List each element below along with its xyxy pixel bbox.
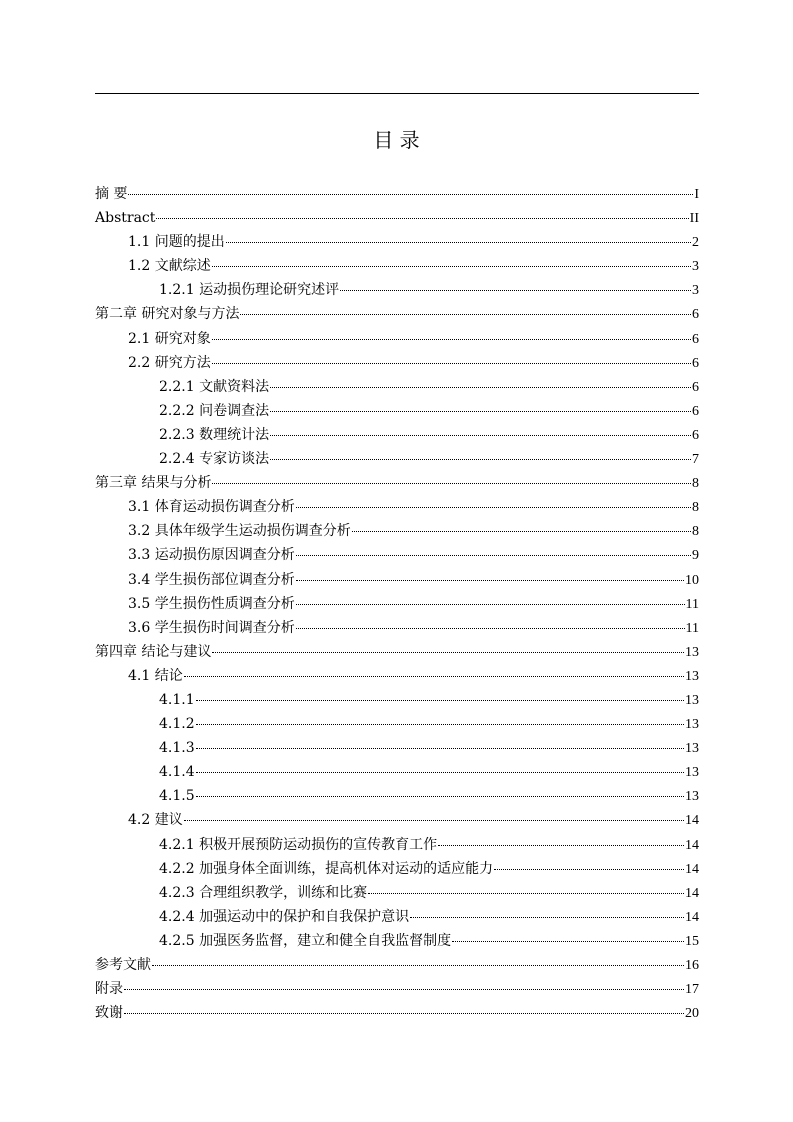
toc-entry-title: Abstract — [95, 210, 156, 227]
toc-entry[interactable] — [95, 688, 699, 712]
toc-entry[interactable] — [95, 447, 699, 471]
toc-entry[interactable] — [95, 543, 699, 567]
toc-entry[interactable] — [95, 1001, 699, 1025]
toc-entry-page: 8 — [692, 500, 699, 516]
toc-entry[interactable] — [95, 182, 699, 206]
toc-entry-title: 2.2.1 文献资料法 — [159, 378, 270, 395]
dot-leader — [184, 676, 684, 677]
toc-entry-title: 4.1.2 — [159, 716, 195, 733]
dot-leader — [124, 989, 684, 990]
dot-leader — [196, 772, 684, 773]
toc-entry-title: 1.1 问题的提出 — [128, 234, 225, 251]
dot-leader — [452, 941, 684, 942]
toc-entry-title: 参考文献 — [95, 957, 151, 973]
toc-entry-page: 6 — [692, 355, 699, 371]
toc-entry[interactable] — [95, 254, 699, 278]
toc-entry[interactable] — [95, 206, 699, 230]
toc-entry[interactable] — [95, 471, 699, 495]
toc-entry[interactable] — [95, 712, 699, 736]
dot-leader — [352, 531, 691, 532]
toc-entry-title: 4.1 结论 — [128, 667, 183, 684]
toc-entry-title: 1.2.1 运动损伤理论研究述评 — [159, 282, 340, 299]
dot-leader — [212, 363, 691, 364]
toc-title: 目 录 — [373, 128, 420, 152]
dot-leader — [128, 194, 693, 195]
toc-entry[interactable] — [95, 977, 699, 1001]
toc-entry[interactable] — [95, 929, 699, 953]
toc-entry-page: 14 — [685, 813, 699, 829]
toc-entry-page: 13 — [685, 644, 699, 660]
toc-entry-title: 致谢 — [95, 1005, 123, 1022]
toc-entry-page: 6 — [692, 331, 699, 347]
toc-entry-title: 第二章 研究对象与方法 — [95, 306, 240, 323]
toc-entry-page: 16 — [685, 958, 699, 973]
toc-entry-page: 13 — [685, 741, 699, 757]
dot-leader — [240, 314, 691, 315]
toc-entry-page: 13 — [685, 668, 699, 684]
dot-leader — [494, 869, 684, 870]
toc-entry-title: 3.1 体育运动损伤调查分析 — [128, 499, 295, 516]
dot-leader — [212, 266, 691, 267]
toc-entry-page: 8 — [692, 524, 699, 540]
toc-entry-page: 20 — [685, 1006, 699, 1022]
toc-entry[interactable] — [95, 327, 699, 351]
toc-entry-page: 3 — [692, 283, 699, 299]
toc-entry[interactable] — [95, 302, 699, 326]
dot-leader — [296, 604, 685, 605]
toc-entry-page: 13 — [685, 692, 699, 708]
toc-entry-page: 14 — [685, 861, 699, 877]
dot-leader — [212, 483, 691, 484]
dot-leader — [410, 917, 684, 918]
toc-entry-title: 4.1.5 — [159, 788, 195, 805]
toc-entry-page: 6 — [692, 427, 699, 443]
toc-entry-page: 11 — [685, 596, 699, 612]
toc-entry-title: 摘 要 — [95, 186, 128, 202]
header-rule — [95, 93, 699, 94]
dot-leader — [152, 965, 684, 966]
toc-entry[interactable] — [95, 495, 699, 519]
dot-leader — [196, 700, 684, 701]
toc-entry-page: 14 — [685, 885, 699, 901]
toc-entry-page: 2 — [692, 235, 699, 251]
dot-leader — [226, 242, 691, 243]
toc-entry[interactable] — [95, 833, 699, 857]
toc-entry-title: 4.2.4 加强运动中的保护和自我保护意识 — [159, 908, 410, 925]
dot-leader — [196, 748, 684, 749]
toc-entry[interactable] — [95, 640, 699, 664]
toc-entry[interactable] — [95, 230, 699, 254]
toc-entry[interactable] — [95, 760, 699, 784]
toc-entry-page: 10 — [685, 572, 699, 588]
dot-leader — [184, 820, 684, 821]
toc-entry[interactable] — [95, 423, 699, 447]
toc-entry-page: 11 — [685, 620, 699, 636]
toc-entry[interactable] — [95, 568, 699, 592]
toc-entry[interactable] — [95, 399, 699, 423]
dot-leader — [270, 387, 691, 388]
toc-entry[interactable] — [95, 736, 699, 760]
toc-entry-title: 3.4 学生损伤部位调查分析 — [128, 571, 295, 588]
toc-entry[interactable] — [95, 351, 699, 375]
dot-leader — [438, 845, 684, 846]
dot-leader — [156, 218, 688, 219]
toc-entry[interactable] — [95, 664, 699, 688]
toc-entry-page: 13 — [685, 717, 699, 733]
toc-entry-page: 13 — [685, 765, 699, 781]
dot-leader — [340, 290, 691, 291]
toc-entry-page: 15 — [685, 933, 699, 949]
dot-leader — [296, 507, 691, 508]
toc-entry[interactable] — [95, 953, 699, 977]
toc-entry-title: 2.2.4 专家访谈法 — [159, 451, 270, 468]
toc-entry-title: 附录 — [95, 981, 123, 998]
dot-leader — [368, 893, 684, 894]
dot-leader — [196, 796, 684, 797]
toc-entry-title: 3.3 运动损伤原因调查分析 — [128, 547, 295, 564]
dot-leader — [296, 555, 691, 556]
toc-entry-page: 6 — [692, 379, 699, 395]
toc-entry[interactable] — [95, 375, 699, 399]
dot-leader — [296, 628, 685, 629]
toc-entry-page: II — [689, 211, 699, 227]
dot-leader — [212, 339, 691, 340]
toc-entry-title: 4.2.1 积极开展预防运动损伤的宣传教育工作 — [159, 836, 438, 853]
toc-entry[interactable] — [95, 881, 699, 905]
toc-entry-page: 14 — [685, 837, 699, 853]
toc-entry-title: 4.2.5 加强医务监督，建立和健全自我监督制度 — [159, 932, 452, 949]
dot-leader — [124, 1013, 684, 1014]
toc-entry-page: 8 — [692, 476, 699, 492]
dot-leader — [270, 411, 691, 412]
toc-entry[interactable] — [95, 278, 699, 302]
dot-leader — [212, 652, 684, 653]
toc-entry-title: 4.1.3 — [159, 740, 195, 757]
dot-leader — [270, 435, 691, 436]
toc-entry-title: 第三章 结果与分析 — [95, 475, 212, 492]
toc-entry-page: I — [694, 187, 699, 202]
toc-entry-title: 4.1.1 — [159, 691, 195, 708]
toc-entry-title: 2.1 研究对象 — [128, 330, 211, 347]
toc-list — [95, 182, 699, 1025]
toc-entry[interactable] — [95, 784, 699, 808]
toc-entry-title: 2.2.3 数理统计法 — [159, 426, 270, 443]
toc-entry-title: 3.6 学生损伤时间调查分析 — [128, 619, 295, 636]
toc-entry-page: 6 — [692, 307, 699, 323]
toc-entry[interactable] — [95, 808, 699, 832]
dot-leader — [296, 580, 684, 581]
toc-entry-title: 4.2.3 合理组织教学，训练和比赛 — [159, 884, 368, 901]
toc-entry-title: 4.2 建议 — [128, 812, 183, 829]
toc-entry-title: 3.5 学生损伤性质调查分析 — [128, 595, 295, 612]
toc-entry-title: 2.2 研究方法 — [128, 354, 211, 371]
toc-entry-page: 7 — [692, 452, 699, 468]
dot-leader — [270, 459, 691, 460]
toc-entry-page: 13 — [685, 789, 699, 805]
toc-entry[interactable] — [95, 616, 699, 640]
toc-entry-page: 14 — [685, 909, 699, 925]
toc-entry-page: 3 — [692, 259, 699, 275]
toc-entry[interactable] — [95, 592, 699, 616]
toc-entry-page: 9 — [692, 548, 699, 564]
toc-entry-title: 2.2.2 问卷调查法 — [159, 402, 270, 419]
toc-entry[interactable] — [95, 905, 699, 929]
toc-entry[interactable] — [95, 857, 699, 881]
toc-entry-title: 第四章 结论与建议 — [95, 643, 212, 660]
toc-entry-title: 3.2 具体年级学生运动损伤调查分析 — [128, 523, 351, 540]
toc-entry-title: 4.2.2 加强身体全面训练，提高机体对运动的适应能力 — [159, 860, 494, 877]
toc-entry[interactable] — [95, 519, 699, 543]
toc-entry-page: 17 — [685, 982, 699, 998]
toc-entry-title: 4.1.4 — [159, 764, 195, 781]
toc-entry-page: 6 — [692, 403, 699, 419]
toc-entry-title: 1.2 文献综述 — [128, 258, 211, 275]
dot-leader — [196, 724, 684, 725]
